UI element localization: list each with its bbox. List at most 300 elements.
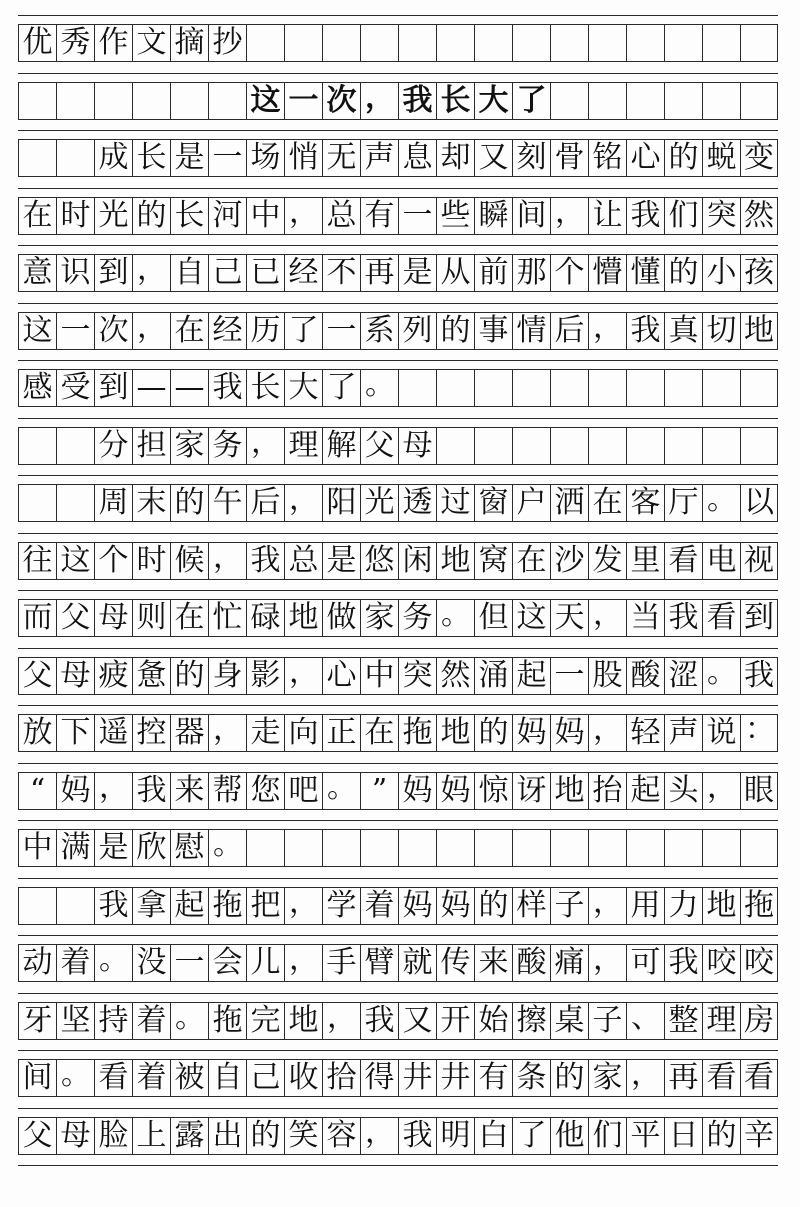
grid-cell: 家 xyxy=(360,599,398,637)
grid-cell: 始 xyxy=(474,1002,512,1040)
grid-cell: 一 xyxy=(550,657,588,695)
grid-cell: ， xyxy=(550,197,588,235)
grid-cell: 自 xyxy=(208,1059,246,1097)
grid-cell xyxy=(94,82,132,120)
grid-cell xyxy=(436,829,474,867)
grid-cell xyxy=(18,484,56,522)
grid-cell: 把 xyxy=(246,887,284,925)
grid-cell: ， xyxy=(702,772,740,810)
grid-cell: ” xyxy=(360,772,398,810)
grid-cell: 到 xyxy=(740,599,778,637)
grid-cell: 己 xyxy=(208,254,246,292)
grid-cell: 在 xyxy=(360,714,398,752)
grid-cell: 母 xyxy=(56,657,94,695)
grid-cell: 日 xyxy=(664,1117,702,1155)
grid-cell xyxy=(132,82,170,120)
grid-cell: 声 xyxy=(360,139,398,177)
grid-cell: 井 xyxy=(436,1059,474,1097)
grid-cell: 下 xyxy=(56,714,94,752)
grid-cell: 妈 xyxy=(56,772,94,810)
ruling-line xyxy=(18,360,778,361)
grid-cell xyxy=(550,24,588,62)
grid-cell: 妈 xyxy=(550,714,588,752)
grid-cell: 露 xyxy=(170,1117,208,1155)
grid-cell: 历 xyxy=(246,312,284,350)
grid-row xyxy=(18,1114,778,1155)
grid-cell: 收 xyxy=(284,1059,322,1097)
ruling-line xyxy=(18,1165,778,1166)
grid-cell: 牙 xyxy=(18,1002,56,1040)
grid-cell xyxy=(18,427,56,465)
ruling-line xyxy=(18,130,778,131)
grid-cell: 疲 xyxy=(94,657,132,695)
grid-cell: 力 xyxy=(664,887,702,925)
grid-cell xyxy=(664,24,702,62)
grid-cell: 无 xyxy=(322,139,360,177)
grid-cell: 容 xyxy=(322,1117,360,1155)
grid-cell: 周 xyxy=(94,484,132,522)
grid-cell: 脸 xyxy=(94,1117,132,1155)
grid-cell: 切 xyxy=(702,312,740,350)
grid-cell xyxy=(550,82,588,120)
grid-cell: 的 xyxy=(550,1059,588,1097)
grid-cell: 房 xyxy=(740,1002,778,1040)
grid-cell xyxy=(56,427,94,465)
grid-cell: 再 xyxy=(360,254,398,292)
grid-cell: 就 xyxy=(398,944,436,982)
grid-cell xyxy=(702,24,740,62)
grid-cell xyxy=(550,369,588,407)
grid-cell: 。 xyxy=(170,1002,208,1040)
grid-cell: 天 xyxy=(550,599,588,637)
grid-cell: ， xyxy=(284,657,322,695)
grid-cell xyxy=(702,369,740,407)
grid-cell xyxy=(664,82,702,120)
grid-cell xyxy=(246,24,284,62)
grid-cell: 是 xyxy=(322,542,360,580)
grid-row xyxy=(18,79,778,120)
grid-cell: 突 xyxy=(702,197,740,235)
ruling-line xyxy=(18,820,778,821)
grid-cell: 前 xyxy=(474,254,512,292)
grid-cell xyxy=(360,24,398,62)
grid-cell: 们 xyxy=(588,1117,626,1155)
grid-cell: 分 xyxy=(94,427,132,465)
grid-cell: 看 xyxy=(702,599,740,637)
grid-cell: 明 xyxy=(436,1117,474,1155)
grid-cell: 笑 xyxy=(284,1117,322,1155)
grid-cell: 抄 xyxy=(208,24,246,62)
grid-cell: 时 xyxy=(132,542,170,580)
grid-cell: 拖 xyxy=(208,887,246,925)
grid-cell: 情 xyxy=(512,312,550,350)
grid-cell: 儿 xyxy=(246,944,284,982)
grid-cell xyxy=(56,139,94,177)
grid-cell: 己 xyxy=(246,1059,284,1097)
grid-cell: 臂 xyxy=(360,944,398,982)
grid-cell: 瞬 xyxy=(474,197,512,235)
grid-cell: 父 xyxy=(18,1117,56,1155)
grid-cell: 已 xyxy=(246,254,284,292)
grid-cell: 的 xyxy=(132,197,170,235)
grid-cell: 井 xyxy=(398,1059,436,1097)
grid-cell: 妈 xyxy=(512,714,550,752)
grid-cell xyxy=(664,427,702,465)
grid-cell: 铭 xyxy=(588,139,626,177)
grid-cell xyxy=(474,427,512,465)
grid-cell: 家 xyxy=(170,427,208,465)
grid-cell: 却 xyxy=(436,139,474,177)
grid-cell: 着 xyxy=(360,887,398,925)
grid-row xyxy=(18,599,778,637)
grid-cell: 看 xyxy=(740,1059,778,1097)
grid-cell: ， xyxy=(588,944,626,982)
grid-cell: 窗 xyxy=(474,484,512,522)
grid-cell: 到 xyxy=(94,254,132,292)
grid-cell: 我 xyxy=(740,657,778,695)
grid-cell: 的 xyxy=(702,1117,740,1155)
grid-cell: 阳 xyxy=(322,484,360,522)
grid-cell: 白 xyxy=(474,1117,512,1155)
grid-cell xyxy=(322,829,360,867)
grid-cell xyxy=(18,139,56,177)
grid-cell: 闲 xyxy=(398,542,436,580)
ruling-line xyxy=(18,1050,778,1051)
ruling-line xyxy=(18,73,778,74)
ruling-line xyxy=(18,763,778,764)
grid-cell xyxy=(626,829,664,867)
grid-cell: 器 xyxy=(170,714,208,752)
grid-cell: 一 xyxy=(284,82,322,120)
grid-cell: 让 xyxy=(588,197,626,235)
grid-cell: ， xyxy=(360,1117,398,1155)
grid-cell: 上 xyxy=(132,1117,170,1155)
grid-cell: 地 xyxy=(284,1002,322,1040)
grid-cell: 桌 xyxy=(550,1002,588,1040)
grid-cell: 了 xyxy=(512,1117,550,1155)
grid-cell: 他 xyxy=(550,1117,588,1155)
grid-cell: 些 xyxy=(436,197,474,235)
grid-cell: 母 xyxy=(94,599,132,637)
grid-cell: 父 xyxy=(360,427,398,465)
grid-cell: 经 xyxy=(284,254,322,292)
grid-cell: 长 xyxy=(246,369,284,407)
grid-cell: 发 xyxy=(588,542,626,580)
grid-cell xyxy=(512,829,550,867)
grid-cell: 过 xyxy=(436,484,474,522)
grid-cell: 头 xyxy=(664,772,702,810)
grid-cell: 在 xyxy=(588,484,626,522)
grid-row xyxy=(18,829,778,867)
grid-cell: 在 xyxy=(512,542,550,580)
grid-cell xyxy=(284,24,322,62)
grid-row xyxy=(18,654,778,695)
grid-cell: 担 xyxy=(132,427,170,465)
ruling-line xyxy=(18,188,778,189)
grid-cell: 解 xyxy=(322,427,360,465)
grid-cell: 总 xyxy=(322,197,360,235)
grid-cell: 我 xyxy=(664,599,702,637)
grid-cell xyxy=(512,427,550,465)
grid-cell xyxy=(550,427,588,465)
grid-cell: 理 xyxy=(702,1002,740,1040)
grid-cell: 惫 xyxy=(132,657,170,695)
grid-cell xyxy=(474,829,512,867)
grid-cell: 悠 xyxy=(360,542,398,580)
grid-cell: 自 xyxy=(170,254,208,292)
grid-cell: 。 xyxy=(702,657,740,695)
grid-cell: 的 xyxy=(246,1117,284,1155)
grid-cell: 这 xyxy=(246,82,284,120)
grid-cell: 是 xyxy=(398,254,436,292)
grid-cell: 感 xyxy=(18,369,56,407)
grid-cell: 有 xyxy=(474,1059,512,1097)
grid-cell: 末 xyxy=(132,484,170,522)
grid-cell: 孩 xyxy=(740,254,778,292)
grid-cell xyxy=(436,369,474,407)
ruling-line xyxy=(18,533,778,534)
grid-cell: 不 xyxy=(322,254,360,292)
grid-cell: 的 xyxy=(474,714,512,752)
grid-cell: 理 xyxy=(284,427,322,465)
grid-cell xyxy=(664,369,702,407)
grid-cell: 声 xyxy=(664,714,702,752)
grid-cell: 光 xyxy=(360,484,398,522)
grid-cell: 妈 xyxy=(398,887,436,925)
grid-cell: 小 xyxy=(702,254,740,292)
grid-cell: 受 xyxy=(56,369,94,407)
grid-cell: 母 xyxy=(398,427,436,465)
grid-cell: 欣 xyxy=(132,829,170,867)
grid-row xyxy=(18,24,778,62)
grid-cell: 客 xyxy=(626,484,664,522)
grid-row xyxy=(18,1059,778,1097)
grid-cell: 变 xyxy=(740,139,778,177)
grid-cell: 妈 xyxy=(436,887,474,925)
grid-cell: 出 xyxy=(208,1117,246,1155)
grid-cell xyxy=(740,24,778,62)
grid-cell: — xyxy=(170,369,208,407)
grid-cell: 的 xyxy=(664,139,702,177)
grid-cell: 一 xyxy=(208,139,246,177)
grid-cell: 说 xyxy=(702,714,740,752)
grid-cell: 在 xyxy=(170,599,208,637)
grid-cell: ， xyxy=(284,484,322,522)
grid-cell: 一 xyxy=(322,312,360,350)
grid-cell: 我 xyxy=(360,1002,398,1040)
grid-cell: ， xyxy=(626,1059,664,1097)
grid-cell: 中 xyxy=(246,197,284,235)
grid-cell: 拾 xyxy=(322,1059,360,1097)
grid-cell: 河 xyxy=(208,197,246,235)
grid-cell: 候 xyxy=(170,542,208,580)
grid-cell xyxy=(474,24,512,62)
grid-cell: 间 xyxy=(512,197,550,235)
grid-cell: ， xyxy=(284,197,322,235)
grid-cell: 大 xyxy=(284,369,322,407)
grid-cell: 悄 xyxy=(284,139,322,177)
grid-cell xyxy=(360,829,398,867)
grid-cell xyxy=(740,829,778,867)
grid-row xyxy=(18,369,778,407)
grid-cell xyxy=(626,427,664,465)
grid-cell: 的 xyxy=(474,887,512,925)
ruling-line xyxy=(18,303,778,304)
grid-cell: 着 xyxy=(132,1002,170,1040)
grid-cell: 来 xyxy=(170,772,208,810)
ruling-line xyxy=(18,15,778,16)
grid-cell: 控 xyxy=(132,714,170,752)
grid-row xyxy=(18,884,778,925)
grid-cell xyxy=(740,427,778,465)
grid-cell: 正 xyxy=(322,714,360,752)
grid-cell: 优 xyxy=(18,24,56,62)
grid-cell: 慰 xyxy=(170,829,208,867)
grid-cell: 我 xyxy=(664,944,702,982)
grid-cell: 整 xyxy=(664,1002,702,1040)
grid-cell: 务 xyxy=(398,599,436,637)
grid-cell: 吧 xyxy=(284,772,322,810)
grid-cell: 动 xyxy=(18,944,56,982)
grid-cell: 父 xyxy=(56,599,94,637)
grid-cell xyxy=(588,82,626,120)
grid-cell: 则 xyxy=(132,599,170,637)
grid-cell: 了 xyxy=(322,369,360,407)
grid-cell: 拿 xyxy=(132,887,170,925)
grid-cell: 咬 xyxy=(702,944,740,982)
grid-cell xyxy=(702,82,740,120)
grid-cell xyxy=(474,369,512,407)
grid-cell: 个 xyxy=(550,254,588,292)
grid-cell: 开 xyxy=(436,1002,474,1040)
grid-cell: 轻 xyxy=(626,714,664,752)
grid-cell: 起 xyxy=(512,657,550,695)
grid-cell xyxy=(436,24,474,62)
grid-cell: 家 xyxy=(588,1059,626,1097)
grid-cell: 擦 xyxy=(512,1002,550,1040)
grid-cell: 次 xyxy=(322,82,360,120)
grid-cell: 忙 xyxy=(208,599,246,637)
grid-cell: 我 xyxy=(132,772,170,810)
grid-cell: 碌 xyxy=(246,599,284,637)
grid-cell: 我 xyxy=(398,1117,436,1155)
grid-cell: 痛 xyxy=(550,944,588,982)
grid-cell: 总 xyxy=(284,542,322,580)
grid-cell: 起 xyxy=(626,772,664,810)
grid-cell: 。 xyxy=(208,829,246,867)
grid-cell: 然 xyxy=(436,657,474,695)
grid-cell: 股 xyxy=(588,657,626,695)
grid-cell xyxy=(56,887,94,925)
grid-cell: 午 xyxy=(208,484,246,522)
grid-cell: 讶 xyxy=(512,772,550,810)
grid-cell: 成 xyxy=(94,139,132,177)
grid-cell: 大 xyxy=(474,82,512,120)
ruling-line xyxy=(18,245,778,246)
grid-cell: ， xyxy=(132,254,170,292)
grid-cell: 摘 xyxy=(170,24,208,62)
grid-cell: 地 xyxy=(436,714,474,752)
ruling-line xyxy=(18,878,778,879)
grid-cell: 这 xyxy=(56,542,94,580)
grid-cell: 洒 xyxy=(550,484,588,522)
grid-cell xyxy=(246,829,284,867)
grid-cell: 而 xyxy=(18,599,56,637)
grid-cell: 长 xyxy=(170,197,208,235)
grid-cell: 意 xyxy=(18,254,56,292)
grid-cell: 作 xyxy=(94,24,132,62)
ruling-line xyxy=(18,648,778,649)
grid-cell: ， xyxy=(322,1002,360,1040)
grid-cell: 刻 xyxy=(512,139,550,177)
grid-cell: 看 xyxy=(702,1059,740,1097)
grid-cell: 骨 xyxy=(550,139,588,177)
grid-cell: 透 xyxy=(398,484,436,522)
grid-cell: ， xyxy=(588,714,626,752)
grid-cell: 起 xyxy=(170,887,208,925)
grid-cell: ， xyxy=(284,944,322,982)
grid-cell: 。 xyxy=(360,369,398,407)
grid-cell: 我 xyxy=(626,197,664,235)
grid-cell: ， xyxy=(588,599,626,637)
grid-cell xyxy=(170,82,208,120)
grid-cell: 坚 xyxy=(56,1002,94,1040)
grid-cell: 列 xyxy=(398,312,436,350)
grid-cell: 识 xyxy=(56,254,94,292)
grid-cell: 放 xyxy=(18,714,56,752)
grid-cell: 经 xyxy=(208,312,246,350)
grid-cell: 懂 xyxy=(626,254,664,292)
grid-cell: 地 xyxy=(740,312,778,350)
grid-cell: ： xyxy=(740,714,778,752)
grid-cell: 又 xyxy=(398,1002,436,1040)
grid-cell: 场 xyxy=(246,139,284,177)
grid-cell: 以 xyxy=(740,484,778,522)
grid-cell: 但 xyxy=(474,599,512,637)
grid-cell: 当 xyxy=(626,599,664,637)
grid-cell: 个 xyxy=(94,542,132,580)
grid-cell xyxy=(436,427,474,465)
grid-cell: 里 xyxy=(626,542,664,580)
grid-cell xyxy=(702,829,740,867)
grid-cell: 我 xyxy=(626,312,664,350)
grid-cell xyxy=(702,427,740,465)
grid-cell: 咬 xyxy=(740,944,778,982)
grid-cell: 又 xyxy=(474,139,512,177)
grid-cell xyxy=(398,24,436,62)
grid-cell: 一 xyxy=(56,312,94,350)
grid-cell: 中 xyxy=(360,657,398,695)
grid-cell: 系 xyxy=(360,312,398,350)
grid-cell xyxy=(284,829,322,867)
grid-cell: 我 xyxy=(208,369,246,407)
ruling-line xyxy=(18,590,778,591)
grid-cell: 子 xyxy=(550,887,588,925)
grid-cell: 时 xyxy=(56,197,94,235)
grid-cell: 了 xyxy=(284,312,322,350)
grid-row xyxy=(18,254,778,292)
ruling-line xyxy=(18,418,778,419)
grid-cell: 我 xyxy=(398,82,436,120)
grid-cell: 样 xyxy=(512,887,550,925)
grid-cell: 可 xyxy=(626,944,664,982)
grid-cell: 抬 xyxy=(588,772,626,810)
grid-cell xyxy=(18,82,56,120)
grid-row xyxy=(18,309,778,350)
ruling-line xyxy=(18,475,778,476)
grid-cell: 的 xyxy=(436,312,474,350)
grid-cell: 地 xyxy=(284,599,322,637)
